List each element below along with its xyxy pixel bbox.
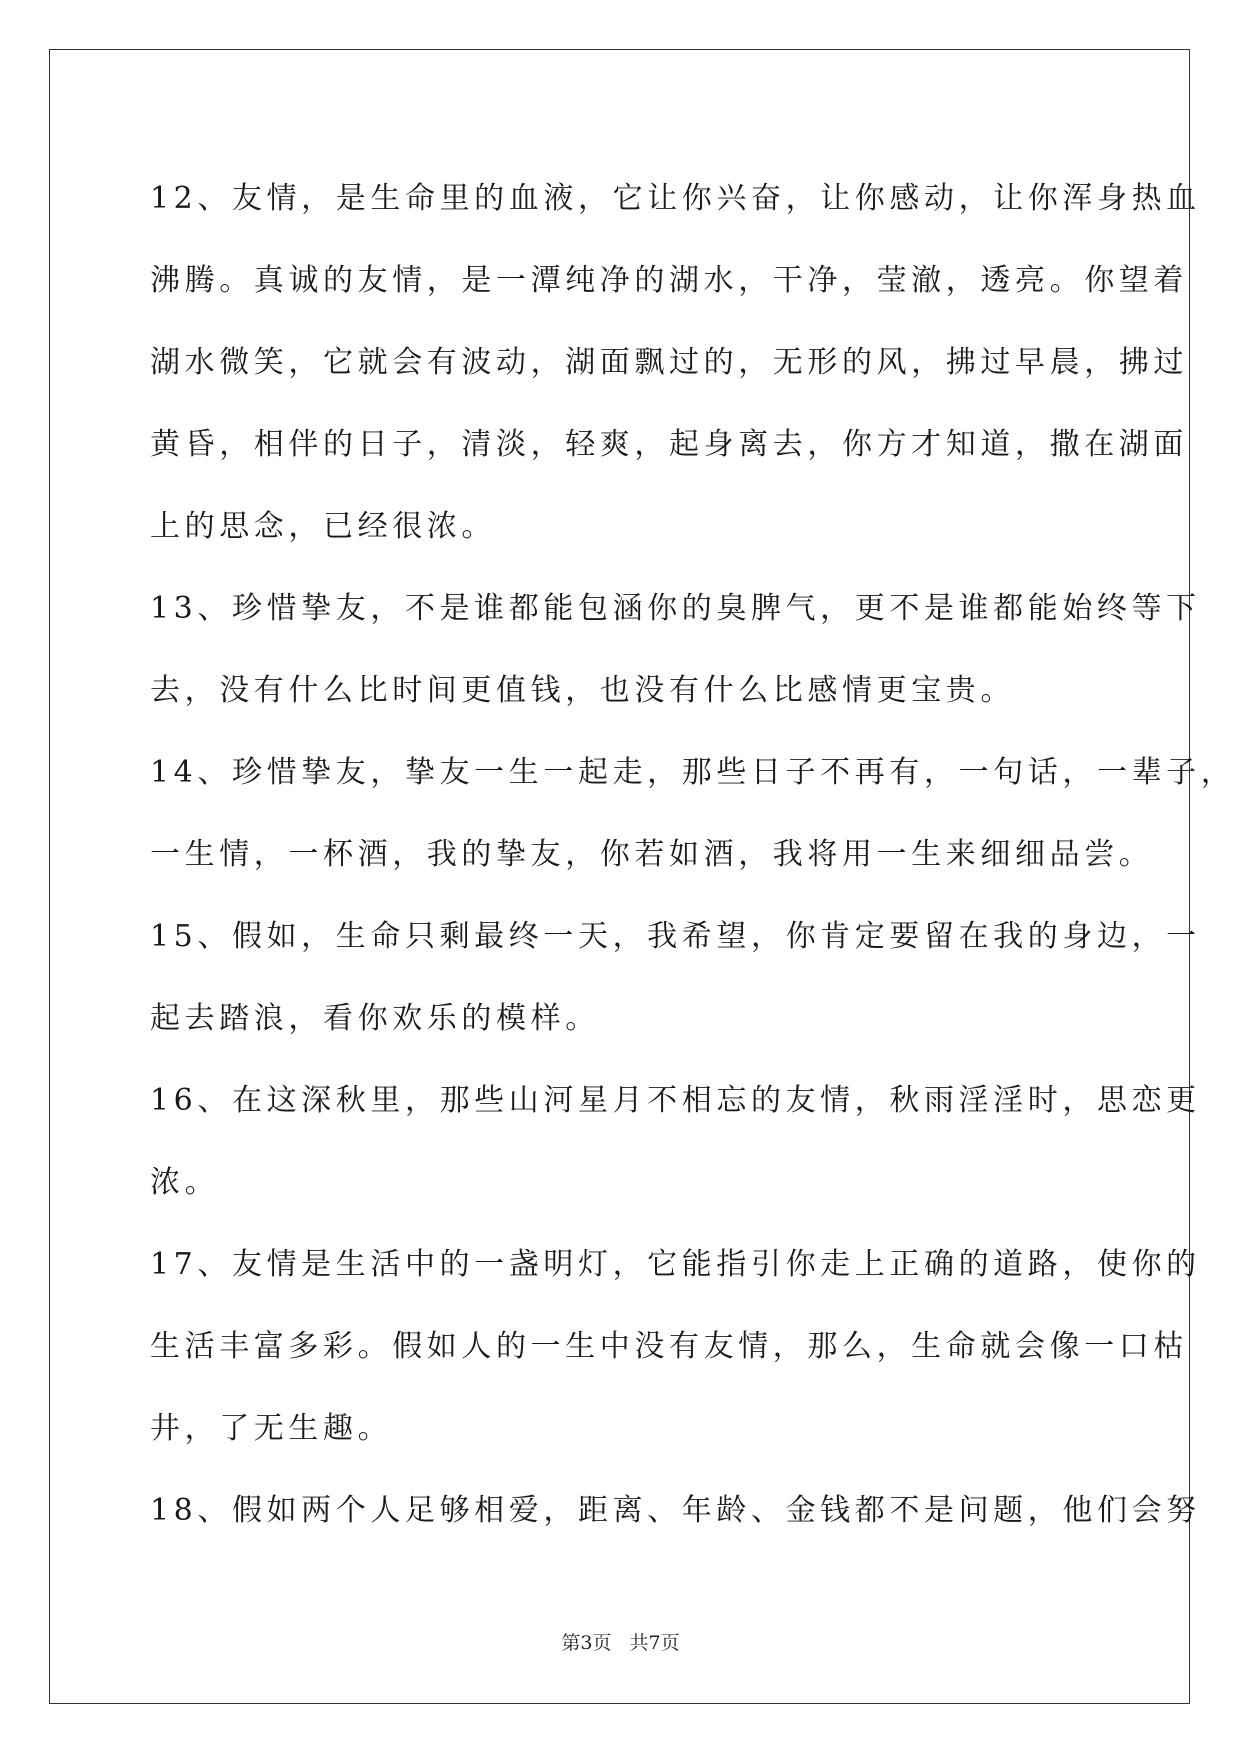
text-line: 16、在这深秋里，那些山河星月不相忘的友情，秋雨淫淫时，思恋更 <box>150 1083 1201 1118</box>
text-line: 12、友情，是生命里的血液，它让你兴奋，让你感动，让你浑身热血 <box>150 181 1201 216</box>
document-body <box>150 158 1236 1552</box>
text-line: 起去踏浪，看你欢乐的模样。 <box>150 1001 600 1036</box>
text-line: 生活丰富多彩。假如人的一生中没有友情，那么，生命就会像一口枯 <box>150 1329 1188 1364</box>
total-pages: 共7页 <box>629 1632 680 1654</box>
text-line: 井，了无生趣。 <box>150 1411 393 1446</box>
text-line: 14、珍惜挚友，挚友一生一起走，那些日子不再有，一句话，一辈子， <box>150 755 1236 790</box>
text-line: 15、假如，生命只剩最终一天，我希望，你肯定要留在我的身边，一 <box>150 919 1201 954</box>
text-line: 黄昏，相伴的日子，清淡，轻爽，起身离去，你方才知道，撒在湖面 <box>150 427 1188 462</box>
text-line: 浓。 <box>150 1165 220 1200</box>
text-line: 一生情，一杯酒，我的挚友，你若如酒，我将用一生来细细品尝。 <box>150 837 1154 872</box>
text-line: 去，没有什么比时间更值钱，也没有什么比感情更宝贵。 <box>150 673 1015 708</box>
text-line: 18、假如两个人足够相爱，距离、年龄、金钱都不是问题，他们会努 <box>150 1493 1201 1528</box>
text-line: 13、珍惜挚友，不是谁都能包涵你的臭脾气，更不是谁都能始终等下 <box>150 591 1201 626</box>
text-line: 17、友情是生活中的一盏明灯，它能指引你走上正确的道路，使你的 <box>150 1247 1201 1282</box>
text-line: 上的思念，已经很浓。 <box>150 509 496 544</box>
text-line: 湖水微笑，它就会有波动，湖面飘过的，无形的风，拂过早晨，拂过 <box>150 345 1188 380</box>
page-footer <box>0 1628 1241 1655</box>
current-page-number: 第3页 <box>561 1632 612 1654</box>
text-line: 沸腾。真诚的友情，是一潭纯净的湖水，干净，莹澈，透亮。你望着 <box>150 263 1188 298</box>
